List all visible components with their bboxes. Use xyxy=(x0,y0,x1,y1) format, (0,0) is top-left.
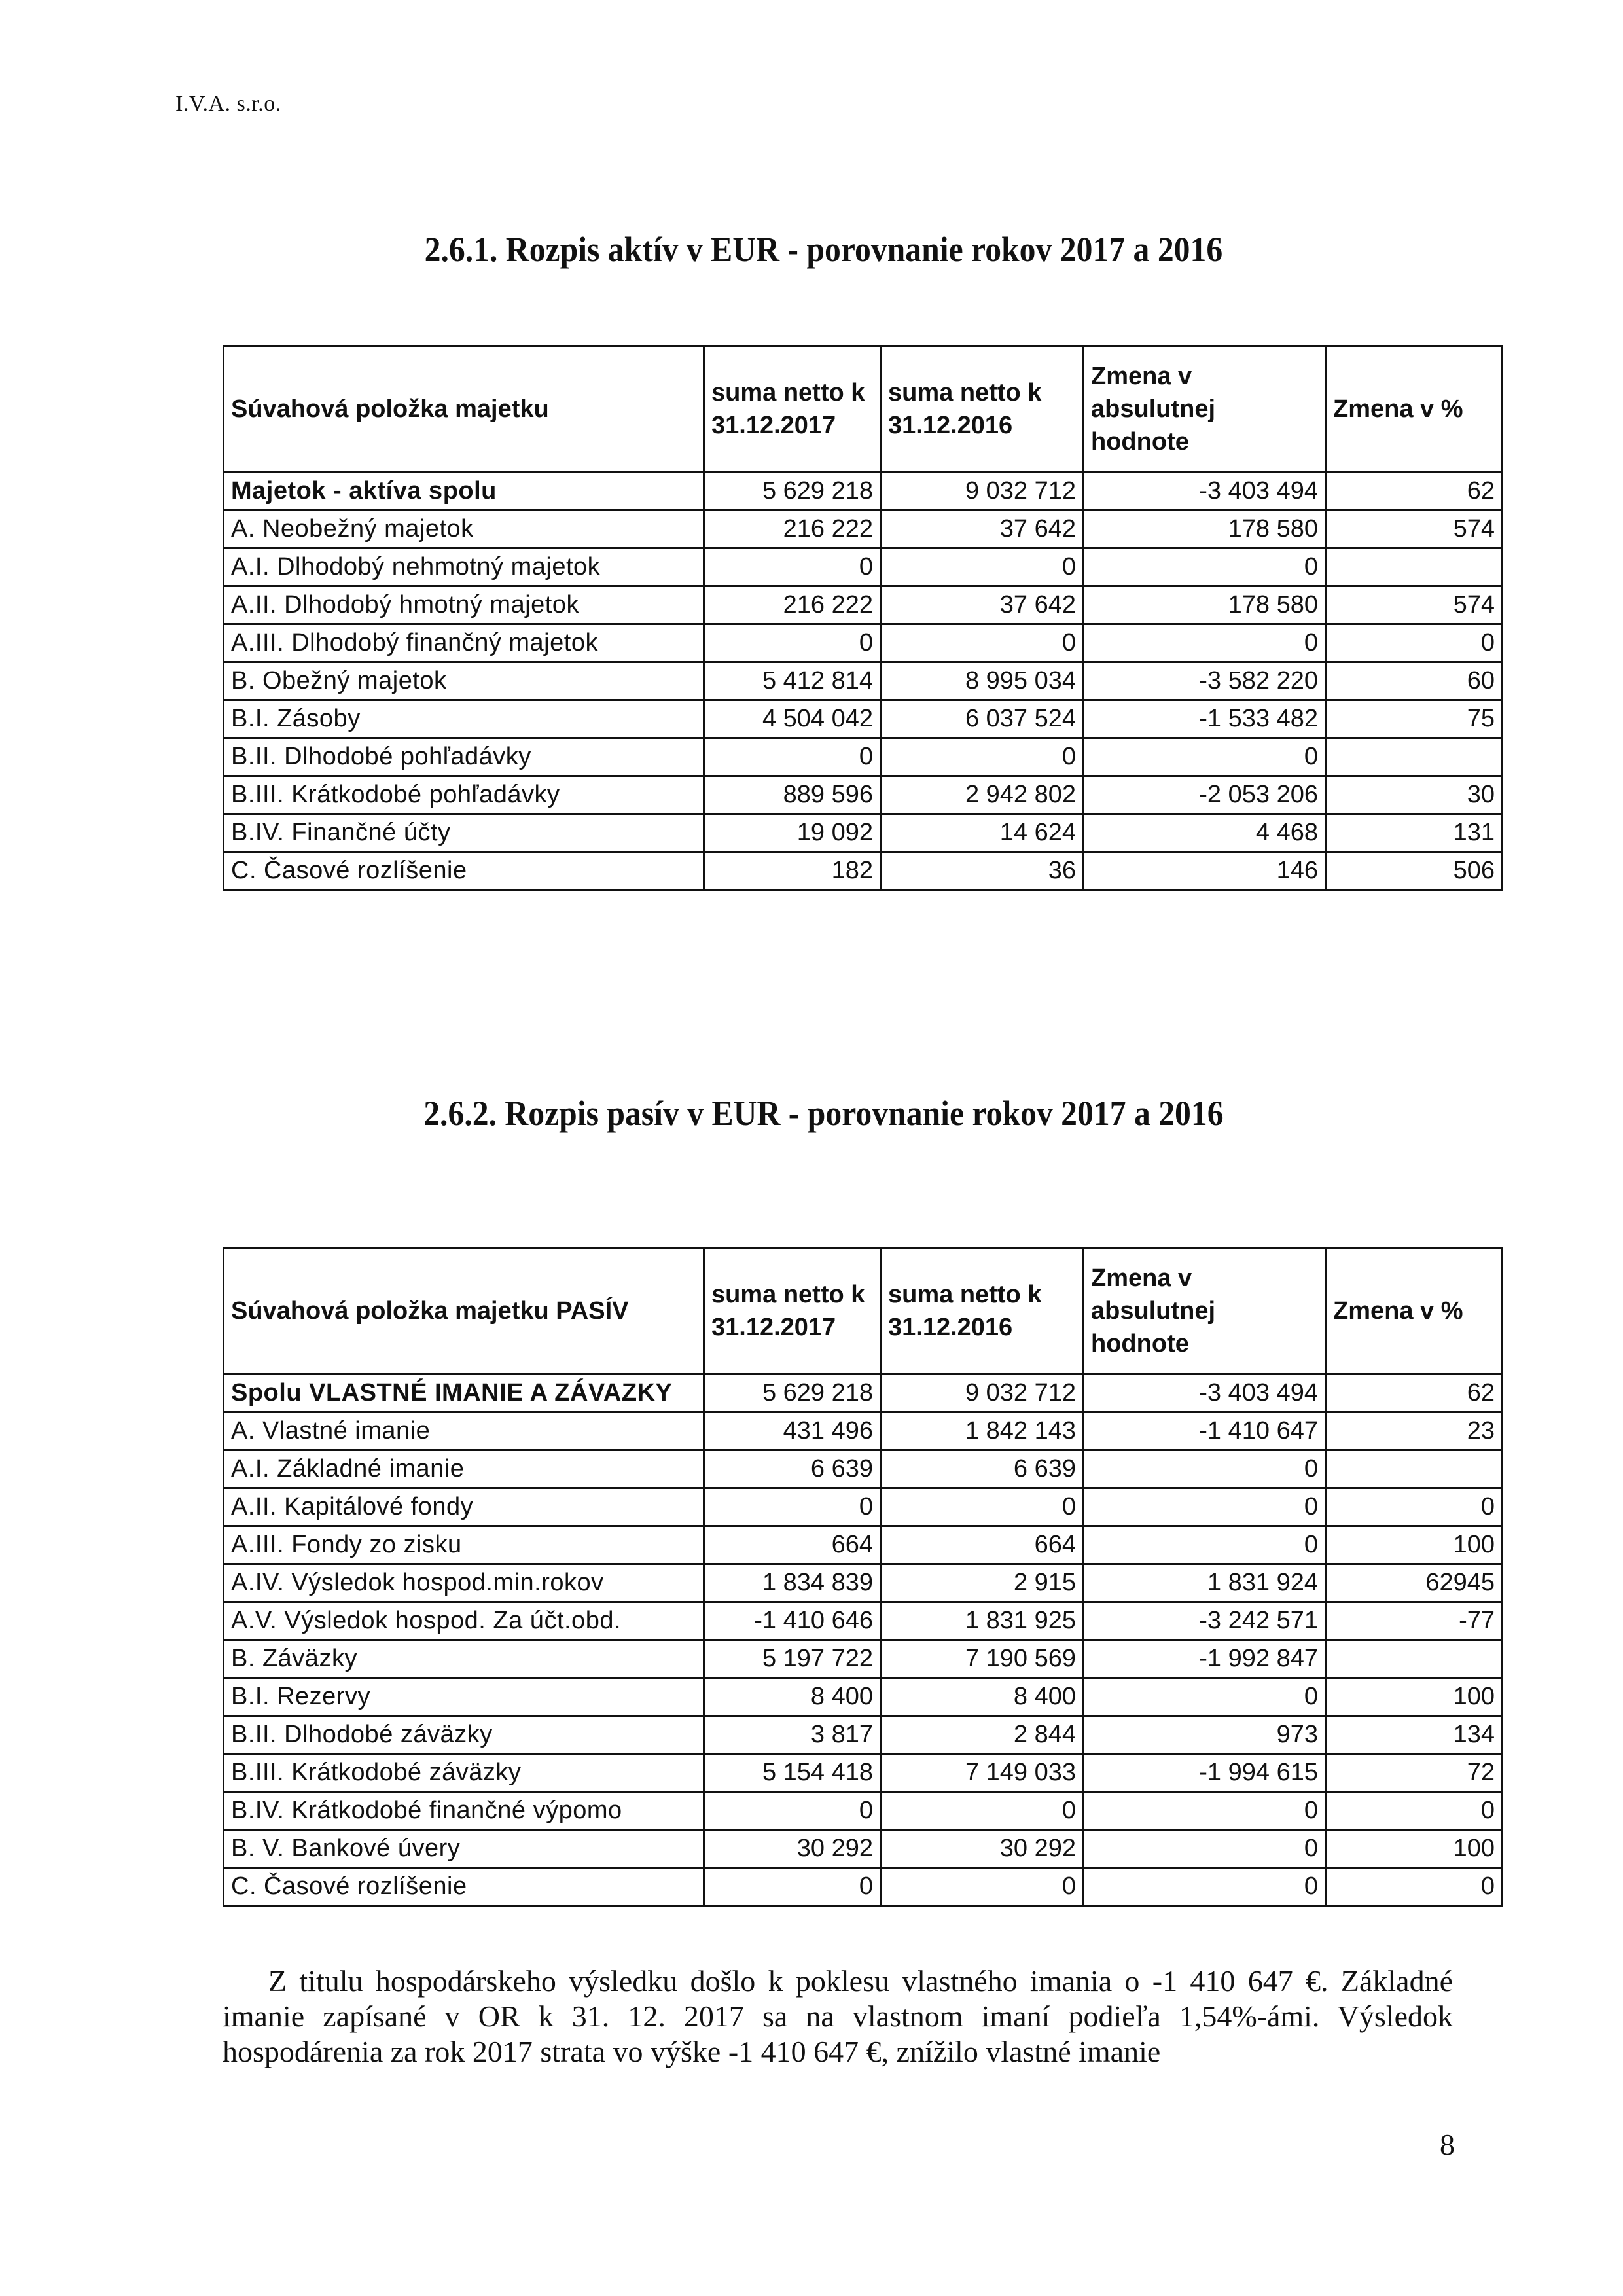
row-label: C. Časové rozlíšenie xyxy=(224,852,704,890)
row-label: Spolu VLASTNÉ IMANIE A ZÁVAZKY xyxy=(224,1374,704,1412)
table-row xyxy=(224,700,1503,738)
table-row xyxy=(224,624,1503,662)
row-label: A.II. Kapitálové fondy xyxy=(224,1488,704,1526)
abs-change: 1 831 924 xyxy=(1084,1564,1326,1602)
table-row xyxy=(224,1678,1503,1716)
value-2016: 37 642 xyxy=(881,586,1084,624)
row-label: A.III. Dlhodobý finančný majetok xyxy=(224,624,704,662)
abs-change: 0 xyxy=(1084,548,1326,586)
row-label: A. Neobežný majetok xyxy=(224,511,704,548)
column-header-abs-change: Zmena v absulutnej hodnote xyxy=(1084,346,1326,473)
row-label: A.I. Základné imanie xyxy=(224,1450,704,1488)
row-label: B.III. Krátkodobé pohľadávky xyxy=(224,776,704,814)
row-label: C. Časové rozlíšenie xyxy=(224,1868,704,1906)
pct-change xyxy=(1326,1640,1503,1678)
abs-change: 178 580 xyxy=(1084,511,1326,548)
value-2017: 4 504 042 xyxy=(704,700,881,738)
value-2016: 14 624 xyxy=(881,814,1084,852)
row-label: A.V. Výsledok hospod. Za účt.obd. xyxy=(224,1602,704,1640)
table-header-row xyxy=(224,1248,1503,1374)
row-label: A.IV. Výsledok hospod.min.rokov xyxy=(224,1564,704,1602)
table-row xyxy=(224,1716,1503,1754)
pct-change: 0 xyxy=(1326,1868,1503,1906)
pct-change: 62945 xyxy=(1326,1564,1503,1602)
value-2017: 5 412 814 xyxy=(704,662,881,700)
page-number: 8 xyxy=(1440,2128,1455,2161)
abs-change: 146 xyxy=(1084,852,1326,890)
value-2017: 5 154 418 xyxy=(704,1754,881,1792)
value-2016: 6 037 524 xyxy=(881,700,1084,738)
pct-change: 134 xyxy=(1326,1716,1503,1754)
value-2016: 37 642 xyxy=(881,511,1084,548)
liabilities-table xyxy=(223,1247,1503,1907)
pct-change: 62 xyxy=(1326,473,1503,511)
abs-change: -3 582 220 xyxy=(1084,662,1326,700)
abs-change: 178 580 xyxy=(1084,586,1326,624)
pct-change: 574 xyxy=(1326,586,1503,624)
table-row xyxy=(224,1754,1503,1792)
value-2016: 30 292 xyxy=(881,1830,1084,1868)
value-2016: 0 xyxy=(881,1792,1084,1830)
value-2017: 182 xyxy=(704,852,881,890)
value-2017: 30 292 xyxy=(704,1830,881,1868)
abs-change: 0 xyxy=(1084,738,1326,776)
table-row xyxy=(224,473,1503,511)
value-2017: 8 400 xyxy=(704,1678,881,1716)
table-row xyxy=(224,1450,1503,1488)
row-label: B. Záväzky xyxy=(224,1640,704,1678)
pct-change: 100 xyxy=(1326,1526,1503,1564)
table-row xyxy=(224,1374,1503,1412)
value-2016: 8 995 034 xyxy=(881,662,1084,700)
pct-change: 23 xyxy=(1326,1412,1503,1450)
abs-change: 0 xyxy=(1084,1792,1326,1830)
table-row xyxy=(224,1602,1503,1640)
value-2016: 2 915 xyxy=(881,1564,1084,1602)
liabilities-section-title: 2.6.2. Rozpis pasív v EUR - porovnanie rokov 2017 a 2016 xyxy=(423,1094,1224,1133)
value-2017: -1 410 646 xyxy=(704,1602,881,1640)
value-2016: 2 942 802 xyxy=(881,776,1084,814)
row-label: B.III. Krátkodobé záväzky xyxy=(224,1754,704,1792)
table-row xyxy=(224,1564,1503,1602)
value-2017: 0 xyxy=(704,1488,881,1526)
assets-section-title: 2.6.1. Rozpis aktív v EUR - porovnanie rokov 2017 a 2016 xyxy=(424,230,1223,269)
value-2016: 9 032 712 xyxy=(881,1374,1084,1412)
column-header-2016: suma netto k 31.12.2016 xyxy=(881,1248,1084,1374)
table-row xyxy=(224,852,1503,890)
abs-change: -2 053 206 xyxy=(1084,776,1326,814)
value-2017: 5 629 218 xyxy=(704,1374,881,1412)
pct-change: 0 xyxy=(1326,1488,1503,1526)
row-label: B.I. Rezervy xyxy=(224,1678,704,1716)
table-row xyxy=(224,511,1503,548)
table-row xyxy=(224,1830,1503,1868)
row-label: A.II. Dlhodobý hmotný majetok xyxy=(224,586,704,624)
value-2016: 0 xyxy=(881,1488,1084,1526)
column-header-item: Súvahová položka majetku xyxy=(224,346,704,473)
abs-change: 4 468 xyxy=(1084,814,1326,852)
value-2017: 0 xyxy=(704,1868,881,1906)
value-2017: 0 xyxy=(704,624,881,662)
table-row xyxy=(224,738,1503,776)
row-label: B.IV. Finančné účty xyxy=(224,814,704,852)
pct-change: 131 xyxy=(1326,814,1503,852)
column-header-abs-change: Zmena v absulutnej hodnote xyxy=(1084,1248,1326,1374)
value-2017: 216 222 xyxy=(704,586,881,624)
row-label: B.II. Dlhodobé záväzky xyxy=(224,1716,704,1754)
value-2017: 3 817 xyxy=(704,1716,881,1754)
table-row xyxy=(224,1868,1503,1906)
pct-change xyxy=(1326,1450,1503,1488)
abs-change: 0 xyxy=(1084,1450,1326,1488)
value-2016: 0 xyxy=(881,624,1084,662)
table-row xyxy=(224,1792,1503,1830)
pct-change: 75 xyxy=(1326,700,1503,738)
value-2017: 19 092 xyxy=(704,814,881,852)
table-row xyxy=(224,1526,1503,1564)
value-2016: 1 842 143 xyxy=(881,1412,1084,1450)
abs-change: 0 xyxy=(1084,1526,1326,1564)
abs-change: 973 xyxy=(1084,1716,1326,1754)
value-2017: 0 xyxy=(704,548,881,586)
table-header-row xyxy=(224,346,1503,473)
pct-change: 100 xyxy=(1326,1830,1503,1868)
abs-change: -1 410 647 xyxy=(1084,1412,1326,1450)
table-row xyxy=(224,776,1503,814)
value-2017: 431 496 xyxy=(704,1412,881,1450)
value-2016: 8 400 xyxy=(881,1678,1084,1716)
row-label: A. Vlastné imanie xyxy=(224,1412,704,1450)
row-label: A.III. Fondy zo zisku xyxy=(224,1526,704,1564)
column-header-2016: suma netto k 31.12.2016 xyxy=(881,346,1084,473)
row-label: Majetok - aktíva spolu xyxy=(224,473,704,511)
abs-change: 0 xyxy=(1084,624,1326,662)
pct-change: 60 xyxy=(1326,662,1503,700)
pct-change: 30 xyxy=(1326,776,1503,814)
abs-change: -1 992 847 xyxy=(1084,1640,1326,1678)
abs-change: 0 xyxy=(1084,1678,1326,1716)
table-row xyxy=(224,1640,1503,1678)
value-2017: 6 639 xyxy=(704,1450,881,1488)
table-row xyxy=(224,586,1503,624)
pct-change: 0 xyxy=(1326,624,1503,662)
value-2017: 5 629 218 xyxy=(704,473,881,511)
abs-change: -1 533 482 xyxy=(1084,700,1326,738)
value-2017: 0 xyxy=(704,1792,881,1830)
abs-change: -1 994 615 xyxy=(1084,1754,1326,1792)
row-label: B.II. Dlhodobé pohľadávky xyxy=(224,738,704,776)
abs-change: 0 xyxy=(1084,1830,1326,1868)
value-2017: 0 xyxy=(704,738,881,776)
value-2017: 5 197 722 xyxy=(704,1640,881,1678)
pct-change: -77 xyxy=(1326,1602,1503,1640)
table-row xyxy=(224,662,1503,700)
abs-change: 0 xyxy=(1084,1488,1326,1526)
value-2017: 889 596 xyxy=(704,776,881,814)
value-2016: 664 xyxy=(881,1526,1084,1564)
value-2016: 7 149 033 xyxy=(881,1754,1084,1792)
value-2016: 0 xyxy=(881,548,1084,586)
column-header-pct-change: Zmena v % xyxy=(1326,1248,1503,1374)
abs-change: -3 242 571 xyxy=(1084,1602,1326,1640)
value-2017: 664 xyxy=(704,1526,881,1564)
value-2016: 36 xyxy=(881,852,1084,890)
company-header: I.V.A. s.r.o. xyxy=(175,92,281,116)
value-2016: 1 831 925 xyxy=(881,1602,1084,1640)
pct-change xyxy=(1326,548,1503,586)
abs-change: -3 403 494 xyxy=(1084,1374,1326,1412)
pct-change: 506 xyxy=(1326,852,1503,890)
pct-change: 100 xyxy=(1326,1678,1503,1716)
pct-change: 0 xyxy=(1326,1792,1503,1830)
abs-change: 0 xyxy=(1084,1868,1326,1906)
column-header-2017: suma netto k 31.12.2017 xyxy=(704,346,881,473)
value-2017: 216 222 xyxy=(704,511,881,548)
column-header-2017: suma netto k 31.12.2017 xyxy=(704,1248,881,1374)
row-label: B. V. Bankové úvery xyxy=(224,1830,704,1868)
pct-change: 62 xyxy=(1326,1374,1503,1412)
abs-change: -3 403 494 xyxy=(1084,473,1326,511)
equity-commentary-paragraph: Z titulu hospodárskeho výsledku došlo k poklesu vlastného imania o -1 410 647 €. Základné imanie zapísané v OR k 31. 12. 2017 sa na vlastnom imaní podieľa 1,54%-ámi. Výsledok hospodárenia za rok 2017 strata vo výške -1 410 647 €, znížilo vlastné imanie xyxy=(223,1964,1453,2068)
column-header-item: Súvahová položka majetku PASÍV xyxy=(224,1248,704,1374)
value-2016: 0 xyxy=(881,1868,1084,1906)
value-2016: 0 xyxy=(881,738,1084,776)
column-header-pct-change: Zmena v % xyxy=(1326,346,1503,473)
value-2016: 9 032 712 xyxy=(881,473,1084,511)
value-2017: 1 834 839 xyxy=(704,1564,881,1602)
value-2016: 2 844 xyxy=(881,1716,1084,1754)
value-2016: 7 190 569 xyxy=(881,1640,1084,1678)
row-label: B.I. Zásoby xyxy=(224,700,704,738)
value-2016: 6 639 xyxy=(881,1450,1084,1488)
pct-change xyxy=(1326,738,1503,776)
pct-change: 72 xyxy=(1326,1754,1503,1792)
row-label: B.IV. Krátkodobé finančné výpomo xyxy=(224,1792,704,1830)
row-label: A.I. Dlhodobý nehmotný majetok xyxy=(224,548,704,586)
pct-change: 574 xyxy=(1326,511,1503,548)
table-row xyxy=(224,1412,1503,1450)
table-row xyxy=(224,1488,1503,1526)
table-row xyxy=(224,548,1503,586)
assets-table xyxy=(223,345,1503,891)
table-row xyxy=(224,814,1503,852)
row-label: B. Obežný majetok xyxy=(224,662,704,700)
